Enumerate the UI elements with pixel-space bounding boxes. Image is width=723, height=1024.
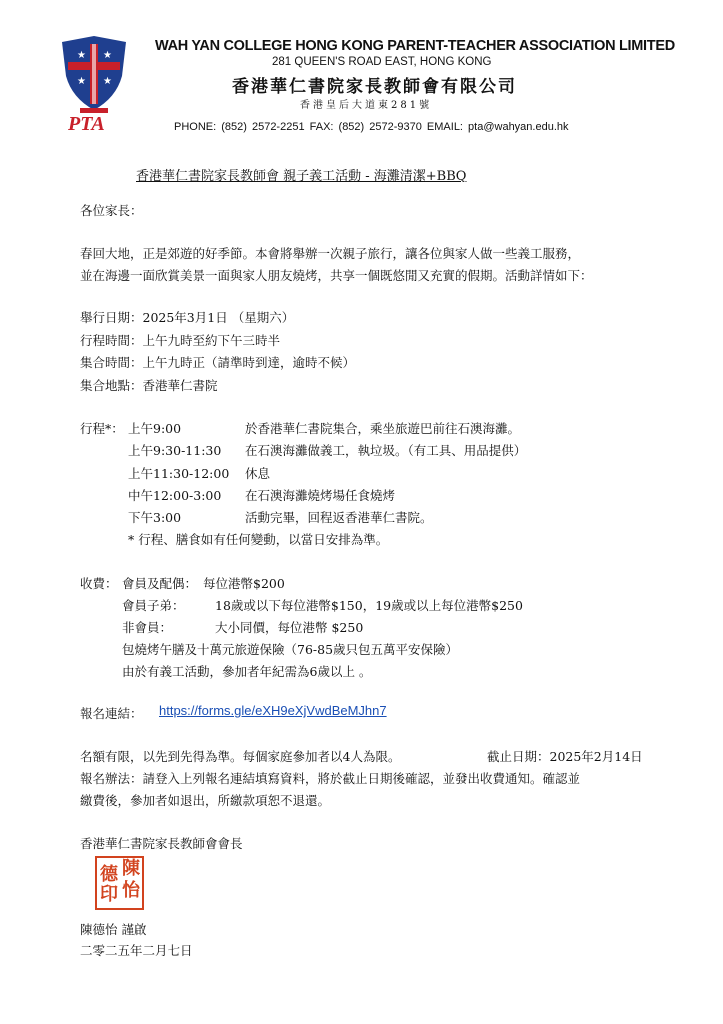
registration-label: 報名連結：	[80, 706, 143, 721]
greeting: 各位家長：	[80, 203, 143, 218]
detail-meeting-place: 集合地點：香港華仁書院	[80, 378, 218, 393]
address-en: 281 QUEEN'S ROAD EAST, HONG KONG	[272, 56, 492, 68]
org-name-en: WAH YAN COLLEGE HONG KONG PARENT-TEACHER ASSOCIATION LIMITED	[155, 38, 675, 54]
seal-stamp	[95, 856, 144, 910]
itinerary-time: 上午9:00	[128, 421, 182, 436]
address-zh: 香港皇后大道東281號	[300, 100, 433, 111]
seal-char: 德	[100, 864, 118, 885]
terms-line: 名額有限，以先到先得為準。每個家庭參加者以4人為限。	[80, 749, 401, 764]
fee-who: 會員子弟：	[122, 598, 185, 613]
itinerary-time: 中午12:00-3:00	[128, 488, 222, 503]
notice-title: 香港華仁書院家長教師會 親子義工活動 - 海灘清潔+BBQ	[136, 169, 467, 184]
svg-text:★: ★	[77, 76, 86, 87]
fee-who: 會員及配偶：	[122, 576, 198, 591]
seal-char: 陳	[122, 858, 140, 879]
fee-who: 非會員：	[122, 620, 173, 635]
pta-logo	[60, 36, 128, 132]
detail-date: 舉行日期：2025年3月1日 （星期六）	[80, 310, 295, 325]
itinerary-desc: 在石澳海灘燒烤場任食燒烤	[245, 488, 396, 503]
terms-line: 繳費後，參加者如退出，所繳款項恕不退還。	[80, 793, 331, 808]
signatory-title: 香港華仁書院家長教師會會長	[80, 836, 243, 851]
itinerary-time: 上午9:30-11:30	[128, 443, 222, 458]
svg-text:★: ★	[103, 50, 112, 61]
seal-char: 怡	[122, 880, 140, 901]
fee-note: 包燒烤午膳及十萬元旅遊保險（76-85歲只包五萬平安保險）	[122, 642, 459, 657]
detail-time: 行程時間：上午九時至約下午三時半	[80, 333, 281, 348]
svg-text:★: ★	[77, 50, 86, 61]
signature-date: 二零二五年二月七日	[80, 943, 193, 958]
seal-char: 印	[100, 884, 118, 905]
contact-info: PHONE: (852) 2572-2251 FAX: (852) 2572-9370 EMAIL: pta@wahyan.edu.hk	[174, 121, 569, 133]
logo-text: PTA	[68, 113, 105, 132]
fee-price: 每位港幣$200	[203, 576, 285, 591]
intro-line: 並在海邊一面欣賞美景一面與家人朋友燒烤，共享一個既悠閒又充實的假期。活動詳情如下：	[80, 268, 593, 283]
fee-price: 大小同價，每位港幣 $250	[215, 620, 364, 635]
terms-line: 報名辦法：請登入上列報名連結填寫資料，將於截止日期後確認，並發出收費通知。確認並	[80, 771, 581, 786]
itinerary-time: 上午11:30-12:00	[128, 466, 230, 481]
itinerary-time: 下午3:00	[128, 510, 182, 525]
fees-label: 收費：	[80, 576, 118, 591]
fee-price: 18歲或以下每位港幣$150，19歲或以上每位港幣$250	[215, 598, 523, 613]
itinerary-desc: 休息	[245, 466, 271, 481]
itinerary-desc: 於香港華仁書院集合，乘坐旅遊巴前往石澳海灘。	[245, 421, 521, 436]
svg-text:★: ★	[103, 76, 112, 87]
deadline: 截止日期：2025年2月14日	[487, 749, 643, 764]
org-name-zh: 香港華仁書院家長教師會有限公司	[232, 77, 517, 97]
registration-link[interactable]: https://forms.gle/eXH9eXjVwdBeMJhn7	[159, 703, 387, 718]
detail-meeting-time: 集合時間：上午九時正（請準時到達，逾時不候）	[80, 355, 356, 370]
signatory-name: 陳德怡 謹啟	[80, 922, 147, 937]
itinerary-label: 行程*：	[80, 421, 124, 436]
itinerary-desc: 活動完畢，回程返香港華仁書院。	[245, 510, 433, 525]
fee-note: 由於有義工活動，參加者年紀需為6歲以上 。	[122, 664, 372, 679]
itinerary-desc: 在石澳海灘做義工，執垃圾。（有工具、用品提供）	[245, 443, 527, 458]
itinerary-note: * 行程、膳食如有任何變動，以當日安排為準。	[128, 532, 389, 547]
intro-line: 春回大地，正是郊遊的好季節。本會將舉辦一次親子旅行，讓各位與家人做一些義工服務，	[80, 246, 581, 261]
